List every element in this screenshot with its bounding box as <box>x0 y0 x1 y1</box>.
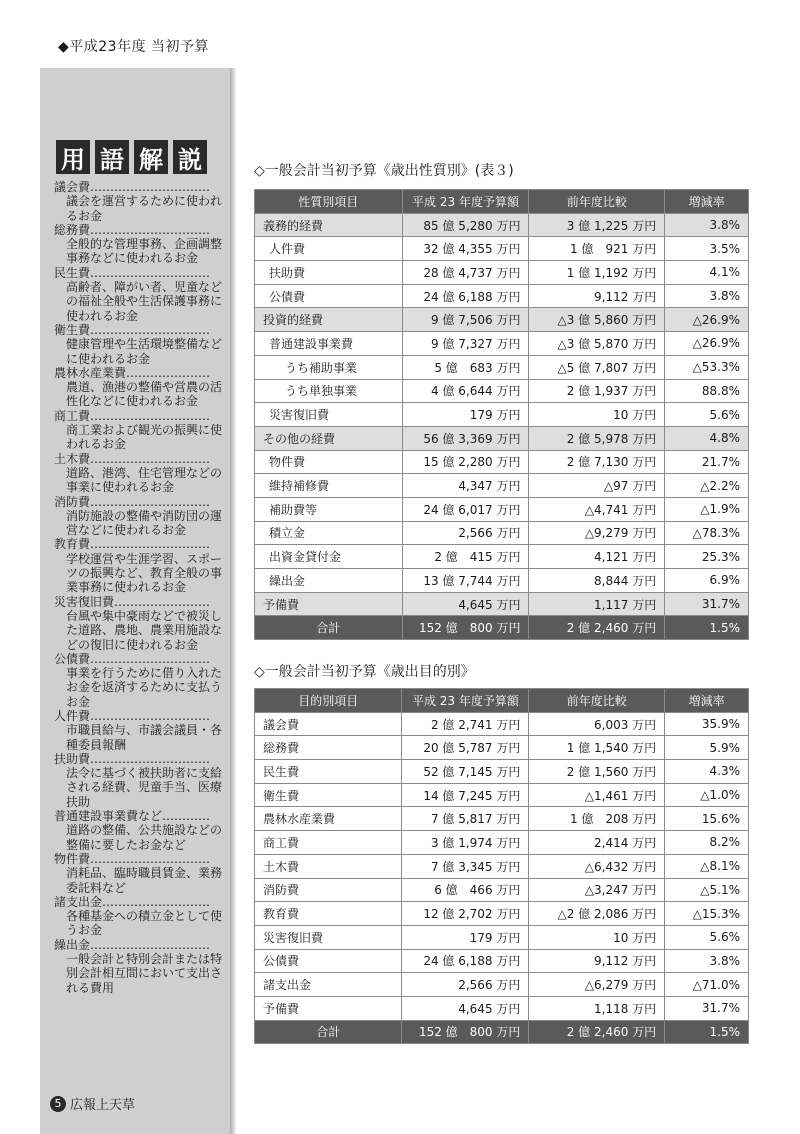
yoy-change-cell: △9,279 万円 <box>529 521 665 545</box>
table2-title: ◇一般会計当初予算《歳出目的別》 <box>254 664 475 680</box>
budget-amount-cell: 7 億 3,345 万円 <box>402 854 529 878</box>
column-header: 前年度比較 <box>529 689 665 713</box>
row-label: 積立金 <box>255 521 403 545</box>
table-row <box>255 996 749 1020</box>
glossary-title <box>56 140 207 174</box>
change-rate-cell: 31.7% <box>665 592 749 616</box>
change-rate-cell: 1.5% <box>665 616 749 640</box>
glossary-term: 人件費………………………… <box>54 708 211 723</box>
change-rate-cell: △26.9% <box>665 308 749 332</box>
yoy-change-cell: 1 億 208 万円 <box>529 807 665 831</box>
table-header-row <box>255 190 749 214</box>
yoy-change-cell: 2 億 5,978 万円 <box>529 426 665 450</box>
glossary-term: 公債費………………………… <box>54 651 211 666</box>
budget-amount-cell: 56 億 3,369 万円 <box>402 426 529 450</box>
glossary-title-char: 解 <box>134 140 168 174</box>
change-rate-cell: 5.6% <box>665 403 749 427</box>
table-row <box>255 949 749 973</box>
change-rate-cell: △78.3% <box>665 521 749 545</box>
row-label: 諸支出金 <box>255 973 402 997</box>
change-rate-cell: 25.3% <box>665 545 749 569</box>
yoy-change-cell: 10 万円 <box>529 403 665 427</box>
row-label: 商工費 <box>255 831 402 855</box>
column-header: 平成 23 年度予算額 <box>402 190 529 214</box>
yoy-change-cell: △1,461 万円 <box>529 783 665 807</box>
yoy-change-cell: △3,247 万円 <box>529 878 665 902</box>
glossary-definition: 台風や集中豪雨などで被災した道路、農地、農業用施設などの復旧に使われるお金 <box>66 608 223 652</box>
yoy-change-cell: △6,279 万円 <box>529 973 665 997</box>
change-rate-cell: 4.8% <box>665 426 749 450</box>
budget-amount-cell: 12 億 2,702 万円 <box>402 902 529 926</box>
table-row <box>255 973 749 997</box>
total-row <box>255 616 749 640</box>
glossary-term: 民生費………………………… <box>54 265 211 280</box>
glossary-definition: 全般的な管理事務、企画調整事務などに使われるお金 <box>66 237 223 266</box>
change-rate-cell: 21.7% <box>665 450 749 474</box>
glossary-definition: 高齢者、障がい者、児童などの福祉全般や生活保護事務に使われるお金 <box>66 280 223 323</box>
glossary-definition: 市職員給与、市議会議員・各種委員報酬 <box>66 723 223 752</box>
row-label: 教育費 <box>255 902 402 926</box>
row-label: 民生費 <box>255 760 402 784</box>
change-rate-cell: 6.9% <box>665 569 749 593</box>
table-row <box>255 569 749 593</box>
change-rate-cell: △15.3% <box>665 902 749 926</box>
table-row <box>255 237 749 261</box>
table-row <box>255 878 749 902</box>
glossary-term: 繰出金………………………… <box>54 937 211 952</box>
change-rate-cell: 4.1% <box>665 261 749 285</box>
yoy-change-cell: 6,003 万円 <box>529 712 665 736</box>
row-label: 災害復旧費 <box>255 925 402 949</box>
yoy-change-cell: 1,117 万円 <box>529 592 665 616</box>
change-rate-cell: △53.3% <box>665 355 749 379</box>
column-header: 前年度比較 <box>529 190 665 214</box>
row-label: 繰出金 <box>255 569 403 593</box>
change-rate-cell: △71.0% <box>665 973 749 997</box>
table-row <box>255 213 749 237</box>
change-rate-cell: 8.2% <box>665 831 749 855</box>
budget-amount-cell: 2 億 2,741 万円 <box>402 712 529 736</box>
glossary-term: 諸支出金……………………… <box>54 894 211 909</box>
sidebar-shadow <box>230 68 236 1134</box>
yoy-change-cell: 2,414 万円 <box>529 831 665 855</box>
glossary-definition: 農道、漁港の整備や営農の活性化などに使われるお金 <box>66 380 223 409</box>
budget-amount-cell: 4,645 万円 <box>402 996 529 1020</box>
table-row <box>255 592 749 616</box>
row-label: 義務的経費 <box>255 213 403 237</box>
table-row <box>255 521 749 545</box>
row-label: その他の経費 <box>255 426 403 450</box>
table-row <box>255 497 749 521</box>
budget-amount-cell: 6 億 466 万円 <box>402 878 529 902</box>
glossary-definition: 議会を運営するために使われるお金 <box>66 194 223 223</box>
change-rate-cell: △1.9% <box>665 497 749 521</box>
glossary-definition: 消防施設の整備や消防団の運営などに使われるお金 <box>66 508 223 538</box>
change-rate-cell: 15.6% <box>665 807 749 831</box>
change-rate-cell: △1.0% <box>665 783 749 807</box>
column-header: 増減率 <box>665 190 749 214</box>
change-rate-cell: 3.5% <box>665 237 749 261</box>
glossary-term: 総務費………………………… <box>54 222 211 237</box>
glossary-definition: 商工業および観光の振興に使われるお金 <box>66 423 223 452</box>
budget-amount-cell: 14 億 7,245 万円 <box>402 783 529 807</box>
glossary-term: 消防費………………………… <box>54 494 211 509</box>
glossary-title-char: 語 <box>95 140 129 174</box>
budget-amount-cell: 179 万円 <box>402 403 529 427</box>
table-row <box>255 261 749 285</box>
change-rate-cell: 31.7% <box>665 996 749 1020</box>
table-expenditure-by-purpose <box>254 688 749 1044</box>
glossary-definition: 健康管理や生活環境整備などに使われるお金 <box>66 337 223 366</box>
glossary-title-char: 説 <box>173 140 207 174</box>
yoy-change-cell: 2 億 2,460 万円 <box>529 1020 665 1044</box>
row-label: 合計 <box>255 1020 402 1044</box>
row-label: 災害復旧費 <box>255 403 403 427</box>
row-label: 議会費 <box>255 712 402 736</box>
change-rate-cell: 35.9% <box>665 712 749 736</box>
glossary-term: 土木費………………………… <box>54 451 211 466</box>
table-row <box>255 783 749 807</box>
row-label: 物件費 <box>255 450 403 474</box>
table-row <box>255 807 749 831</box>
glossary-title-char: 用 <box>56 140 90 174</box>
yoy-change-cell: △6,432 万円 <box>529 854 665 878</box>
column-header: 性質別項目 <box>255 190 403 214</box>
budget-amount-cell: 13 億 7,744 万円 <box>402 569 529 593</box>
budget-amount-cell: 9 億 7,327 万円 <box>402 332 529 356</box>
table-row <box>255 284 749 308</box>
budget-amount-cell: 52 億 7,145 万円 <box>402 760 529 784</box>
row-label: 人件費 <box>255 237 403 261</box>
glossary-definition: 消耗品、臨時職員賃金、業務委託料など <box>66 866 223 895</box>
row-label: うち補助事業 <box>255 355 403 379</box>
row-label: うち単独事業 <box>255 379 403 403</box>
row-label: 合計 <box>255 616 403 640</box>
table-row <box>255 760 749 784</box>
yoy-change-cell: △97 万円 <box>529 474 665 498</box>
budget-amount-cell: 179 万円 <box>402 925 529 949</box>
budget-amount-cell: 3 億 1,974 万円 <box>402 831 529 855</box>
column-header: 目的別項目 <box>255 689 402 713</box>
table-row <box>255 426 749 450</box>
glossary-term: 教育費………………………… <box>54 537 211 552</box>
table-row <box>255 545 749 569</box>
change-rate-cell: 3.8% <box>665 284 749 308</box>
yoy-change-cell: △4,741 万円 <box>529 497 665 521</box>
row-label: 維持補修費 <box>255 474 403 498</box>
yoy-change-cell: 2 億 1,937 万円 <box>529 379 665 403</box>
row-label: 出資金貸付金 <box>255 545 403 569</box>
table-row <box>255 736 749 760</box>
change-rate-cell: △26.9% <box>665 332 749 356</box>
change-rate-cell: 5.9% <box>665 736 749 760</box>
yoy-change-cell: 2 億 7,130 万円 <box>529 450 665 474</box>
row-label: 衛生費 <box>255 783 402 807</box>
table-row <box>255 925 749 949</box>
budget-amount-cell: 9 億 7,506 万円 <box>402 308 529 332</box>
budget-amount-cell: 20 億 5,787 万円 <box>402 736 529 760</box>
glossary-definition: 道路の整備、公共施設などの整備に要したお金など <box>66 823 223 852</box>
yoy-change-cell: 1 億 1,540 万円 <box>529 736 665 760</box>
budget-amount-cell: 152 億 800 万円 <box>402 1020 529 1044</box>
table-row <box>255 712 749 736</box>
table-row <box>255 831 749 855</box>
budget-amount-cell: 7 億 5,817 万円 <box>402 807 529 831</box>
glossary-term: 議会費………………………… <box>54 180 211 194</box>
yoy-change-cell: 9,112 万円 <box>529 284 665 308</box>
budget-amount-cell: 4,347 万円 <box>402 474 529 498</box>
row-label: 農林水産業費 <box>255 807 402 831</box>
table-row <box>255 308 749 332</box>
change-rate-cell: △2.2% <box>665 474 749 498</box>
column-header: 増減率 <box>665 689 749 713</box>
glossary-definition: 一般会計と特別会計または特別会計相互間において支出される費用 <box>66 952 223 995</box>
change-rate-cell: 88.8% <box>665 379 749 403</box>
glossary-definition: 学校運営や生涯学習、スポーツの振興など、教育全般の事業事務に使われるお金 <box>66 551 223 595</box>
table-row <box>255 902 749 926</box>
glossary-term: 農林水産業費………………… <box>54 365 211 380</box>
yoy-change-cell: 8,844 万円 <box>529 569 665 593</box>
budget-amount-cell: 15 億 2,280 万円 <box>402 450 529 474</box>
yoy-change-cell: △3 億 5,860 万円 <box>529 308 665 332</box>
row-label: 予備費 <box>255 996 402 1020</box>
budget-amount-cell: 32 億 4,355 万円 <box>402 237 529 261</box>
yoy-change-cell: △3 億 5,870 万円 <box>529 332 665 356</box>
glossary-definition: 道路、港湾、住宅管理などの事業に使われるお金 <box>66 465 223 495</box>
total-row <box>255 1020 749 1044</box>
budget-amount-cell: 28 億 4,737 万円 <box>402 261 529 285</box>
change-rate-cell: 5.6% <box>665 925 749 949</box>
budget-amount-cell: 2,566 万円 <box>402 973 529 997</box>
glossary-definition: 事業を行うために借り入れたお金を返済するために支払うお金 <box>66 666 223 709</box>
row-label: 予備費 <box>255 592 403 616</box>
table-row <box>255 474 749 498</box>
glossary-list <box>54 180 224 995</box>
glossary-definition: 法令に基づく被扶助者に支給される経費、児童手当、医療扶助 <box>66 766 223 809</box>
yoy-change-cell: 1 億 921 万円 <box>529 237 665 261</box>
table1-title: ◇一般会計当初予算《歳出性質別》(表３) <box>254 163 514 179</box>
change-rate-cell: 3.8% <box>665 949 749 973</box>
table-row <box>255 355 749 379</box>
row-label: 総務費 <box>255 736 402 760</box>
table-row <box>255 332 749 356</box>
yoy-change-cell: 1 億 1,192 万円 <box>529 261 665 285</box>
budget-amount-cell: 24 億 6,188 万円 <box>402 284 529 308</box>
glossary-term: 普通建設事業費など………… <box>54 809 211 824</box>
table-row <box>255 379 749 403</box>
change-rate-cell: △8.1% <box>665 854 749 878</box>
yoy-change-cell: 9,112 万円 <box>529 949 665 973</box>
row-label: 補助費等 <box>255 497 403 521</box>
page-header: ◆平成23年度 当初予算 <box>58 39 210 55</box>
yoy-change-cell: △2 億 2,086 万円 <box>529 902 665 926</box>
budget-amount-cell: 85 億 5,280 万円 <box>402 213 529 237</box>
glossary-term: 扶助費………………………… <box>54 751 211 766</box>
row-label: 消防費 <box>255 878 402 902</box>
change-rate-cell: 1.5% <box>665 1020 749 1044</box>
table-expenditure-by-nature <box>254 189 749 640</box>
budget-amount-cell: 2,566 万円 <box>402 521 529 545</box>
page-number: 5 <box>50 1096 66 1112</box>
change-rate-cell: △5.1% <box>665 878 749 902</box>
row-label: 公債費 <box>255 949 402 973</box>
glossary-term: 災害復旧費…………………… <box>54 594 211 609</box>
table-row <box>255 403 749 427</box>
yoy-change-cell: 10 万円 <box>529 925 665 949</box>
change-rate-cell: 3.8% <box>665 213 749 237</box>
column-header: 平成 23 年度予算額 <box>402 689 529 713</box>
yoy-change-cell: 4,121 万円 <box>529 545 665 569</box>
change-rate-cell: 4.3% <box>665 760 749 784</box>
glossary-term: 商工費………………………… <box>54 408 211 423</box>
yoy-change-cell: △5 億 7,807 万円 <box>529 355 665 379</box>
budget-amount-cell: 5 億 683 万円 <box>402 355 529 379</box>
row-label: 扶助費 <box>255 261 403 285</box>
row-label: 投資的経費 <box>255 308 403 332</box>
yoy-change-cell: 1,118 万円 <box>529 996 665 1020</box>
row-label: 土木費 <box>255 854 402 878</box>
table-row <box>255 854 749 878</box>
budget-amount-cell: 24 億 6,188 万円 <box>402 949 529 973</box>
publication-name: 広報上天草 <box>70 1098 136 1113</box>
table-header-row <box>255 689 749 713</box>
yoy-change-cell: 2 億 2,460 万円 <box>529 616 665 640</box>
glossary-term: 衛生費………………………… <box>54 322 211 337</box>
row-label: 普通建設事業費 <box>255 332 403 356</box>
budget-amount-cell: 152 億 800 万円 <box>402 616 529 640</box>
page-footer <box>50 1094 135 1113</box>
budget-amount-cell: 2 億 415 万円 <box>402 545 529 569</box>
glossary-term: 物件費………………………… <box>54 851 211 866</box>
budget-amount-cell: 24 億 6,017 万円 <box>402 497 529 521</box>
glossary-definition: 各種基金への積立金として使うお金 <box>66 909 223 938</box>
row-label: 公債費 <box>255 284 403 308</box>
yoy-change-cell: 2 億 1,560 万円 <box>529 760 665 784</box>
budget-amount-cell: 4,645 万円 <box>402 592 529 616</box>
budget-amount-cell: 4 億 6,644 万円 <box>402 379 529 403</box>
yoy-change-cell: 3 億 1,225 万円 <box>529 213 665 237</box>
table-row <box>255 450 749 474</box>
